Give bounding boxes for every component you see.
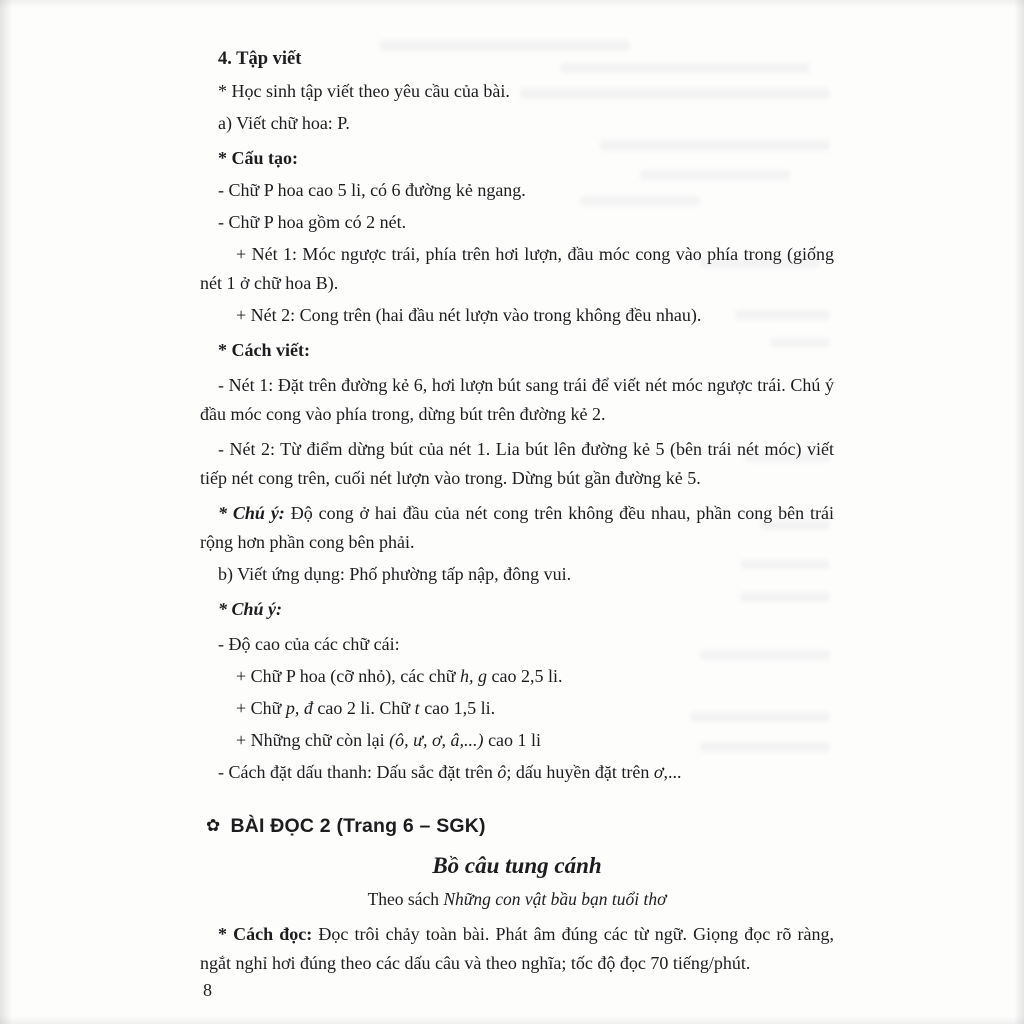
chu-y-text: Độ cong ở hai đầu của nét cong trên không đều nhau, phần cong bên trái rộng hơn phần cong bên phải.	[200, 503, 834, 552]
reading-title: Bồ câu tung cánh	[432, 853, 602, 878]
height-3-post: cao 1 li	[483, 730, 542, 750]
flower-bullet-icon: ✿	[206, 816, 221, 835]
height-1-italic: h, g	[459, 666, 487, 686]
height-2-mid: cao 2 li. Chữ	[312, 698, 415, 718]
paragraph-height-1	[200, 662, 834, 691]
paragraph-cach-viet-net-1: - Nét 1: Đặt trên đường kẻ 6, hơi lượn bút sang trái để viết nét móc ngược trái. Chú ý đầu móc cong vào phía trong, dừng bút trên đường kẻ 2.	[200, 375, 834, 424]
dau-thanh-post: ,...	[663, 762, 682, 782]
paragraph-net-2: + Nét 2: Cong trên (hai đầu nét lượn vào trong không đều nhau).	[236, 305, 702, 325]
paragraph-chu-y-1	[200, 499, 834, 557]
paragraph-cach-viet-net-2: - Nét 2: Từ điểm dừng bút của nét 1. Lia bút lên đường kẻ 5 (bên trái nét móc) viết tiếp nét cong trên, cuối nét lượn vào trong. Dừng bút gần đường kẻ 5.	[200, 439, 834, 488]
paragraph-net-1: + Nét 1: Móc ngược trái, phía trên hơi lượn, đầu móc cong vào phía trong (giống nét 1 ở chữ hoa B).	[200, 244, 834, 293]
scan-edge-bottom	[0, 1016, 1024, 1024]
dau-thanh-italic-1: ô	[497, 762, 507, 782]
bai-doc-heading-text: BÀI ĐỌC 2 (Trang 6 – SGK)	[230, 815, 486, 837]
section-heading-bai-doc-2	[200, 812, 834, 841]
source-book-title: Những con vật bầu bạn tuổi thơ	[443, 889, 667, 909]
paragraph-intro: * Học sinh tập viết theo yêu cầu của bài.	[218, 81, 510, 101]
subheading-chu-y-2: * Chú ý:	[218, 599, 283, 619]
height-2-italic-2: t	[414, 698, 420, 718]
paragraph-cau-tao-1: - Chữ P hoa cao 5 li, có 6 đường kẻ ngang.	[218, 180, 526, 200]
height-2-post: cao 1,5 li.	[419, 698, 496, 718]
paragraph-height-2	[200, 694, 834, 723]
paragraph-item-b: b) Viết ứng dụng: Phố phường tấp nập, đông vui.	[218, 564, 572, 584]
dau-thanh-pre: - Cách đặt dấu thanh: Dấu sắc đặt trên	[218, 762, 498, 782]
chu-y-label: * Chú ý:	[218, 503, 285, 523]
subheading-cau-tao: * Cấu tạo:	[218, 148, 298, 168]
height-3-pre: + Những chữ còn lại	[236, 730, 390, 750]
height-1-post: cao 2,5 li.	[486, 666, 563, 686]
scan-edge-right	[1014, 0, 1024, 1024]
source-prefix: Theo sách	[367, 889, 444, 909]
paragraph-do-cao: - Độ cao của các chữ cái:	[218, 634, 400, 654]
paragraph-cau-tao-2: - Chữ P hoa gồm có 2 nét.	[218, 212, 407, 232]
dau-thanh-mid: ; dấu huyền đặt trên	[506, 762, 654, 782]
paragraph-dau-thanh	[200, 758, 834, 787]
paragraph-height-3	[200, 726, 834, 755]
cach-doc-text: Đọc trôi chảy toàn bài. Phát âm đúng các từ ngữ. Giọng đọc rõ ràng, ngắt nghỉ hơi đúng theo các dấu câu và theo nghĩa; tốc độ đọc 70 tiếng/phút.	[200, 924, 834, 973]
page-content	[200, 42, 834, 978]
paragraph-cach-doc	[200, 920, 834, 978]
scan-edge-top	[0, 0, 1024, 8]
reading-source	[200, 885, 834, 914]
subheading-cach-viet: * Cách viết:	[218, 340, 310, 360]
height-2-italic-1: p, đ	[285, 698, 313, 718]
page-number: 8	[203, 980, 212, 1000]
height-1-pre: + Chữ P hoa (cỡ nhỏ), các chữ	[236, 666, 460, 686]
height-3-italic: (ô, ư, ơ, â,...)	[389, 730, 484, 750]
height-2-pre: + Chữ	[236, 698, 286, 718]
dau-thanh-italic-2: ơ	[653, 762, 664, 782]
scan-edge-left	[0, 0, 12, 1024]
paragraph-item-a: a) Viết chữ hoa: P.	[218, 113, 350, 133]
cach-doc-label: * Cách đọc:	[218, 924, 313, 944]
section-heading-tap-viet: 4. Tập viết	[218, 49, 302, 69]
